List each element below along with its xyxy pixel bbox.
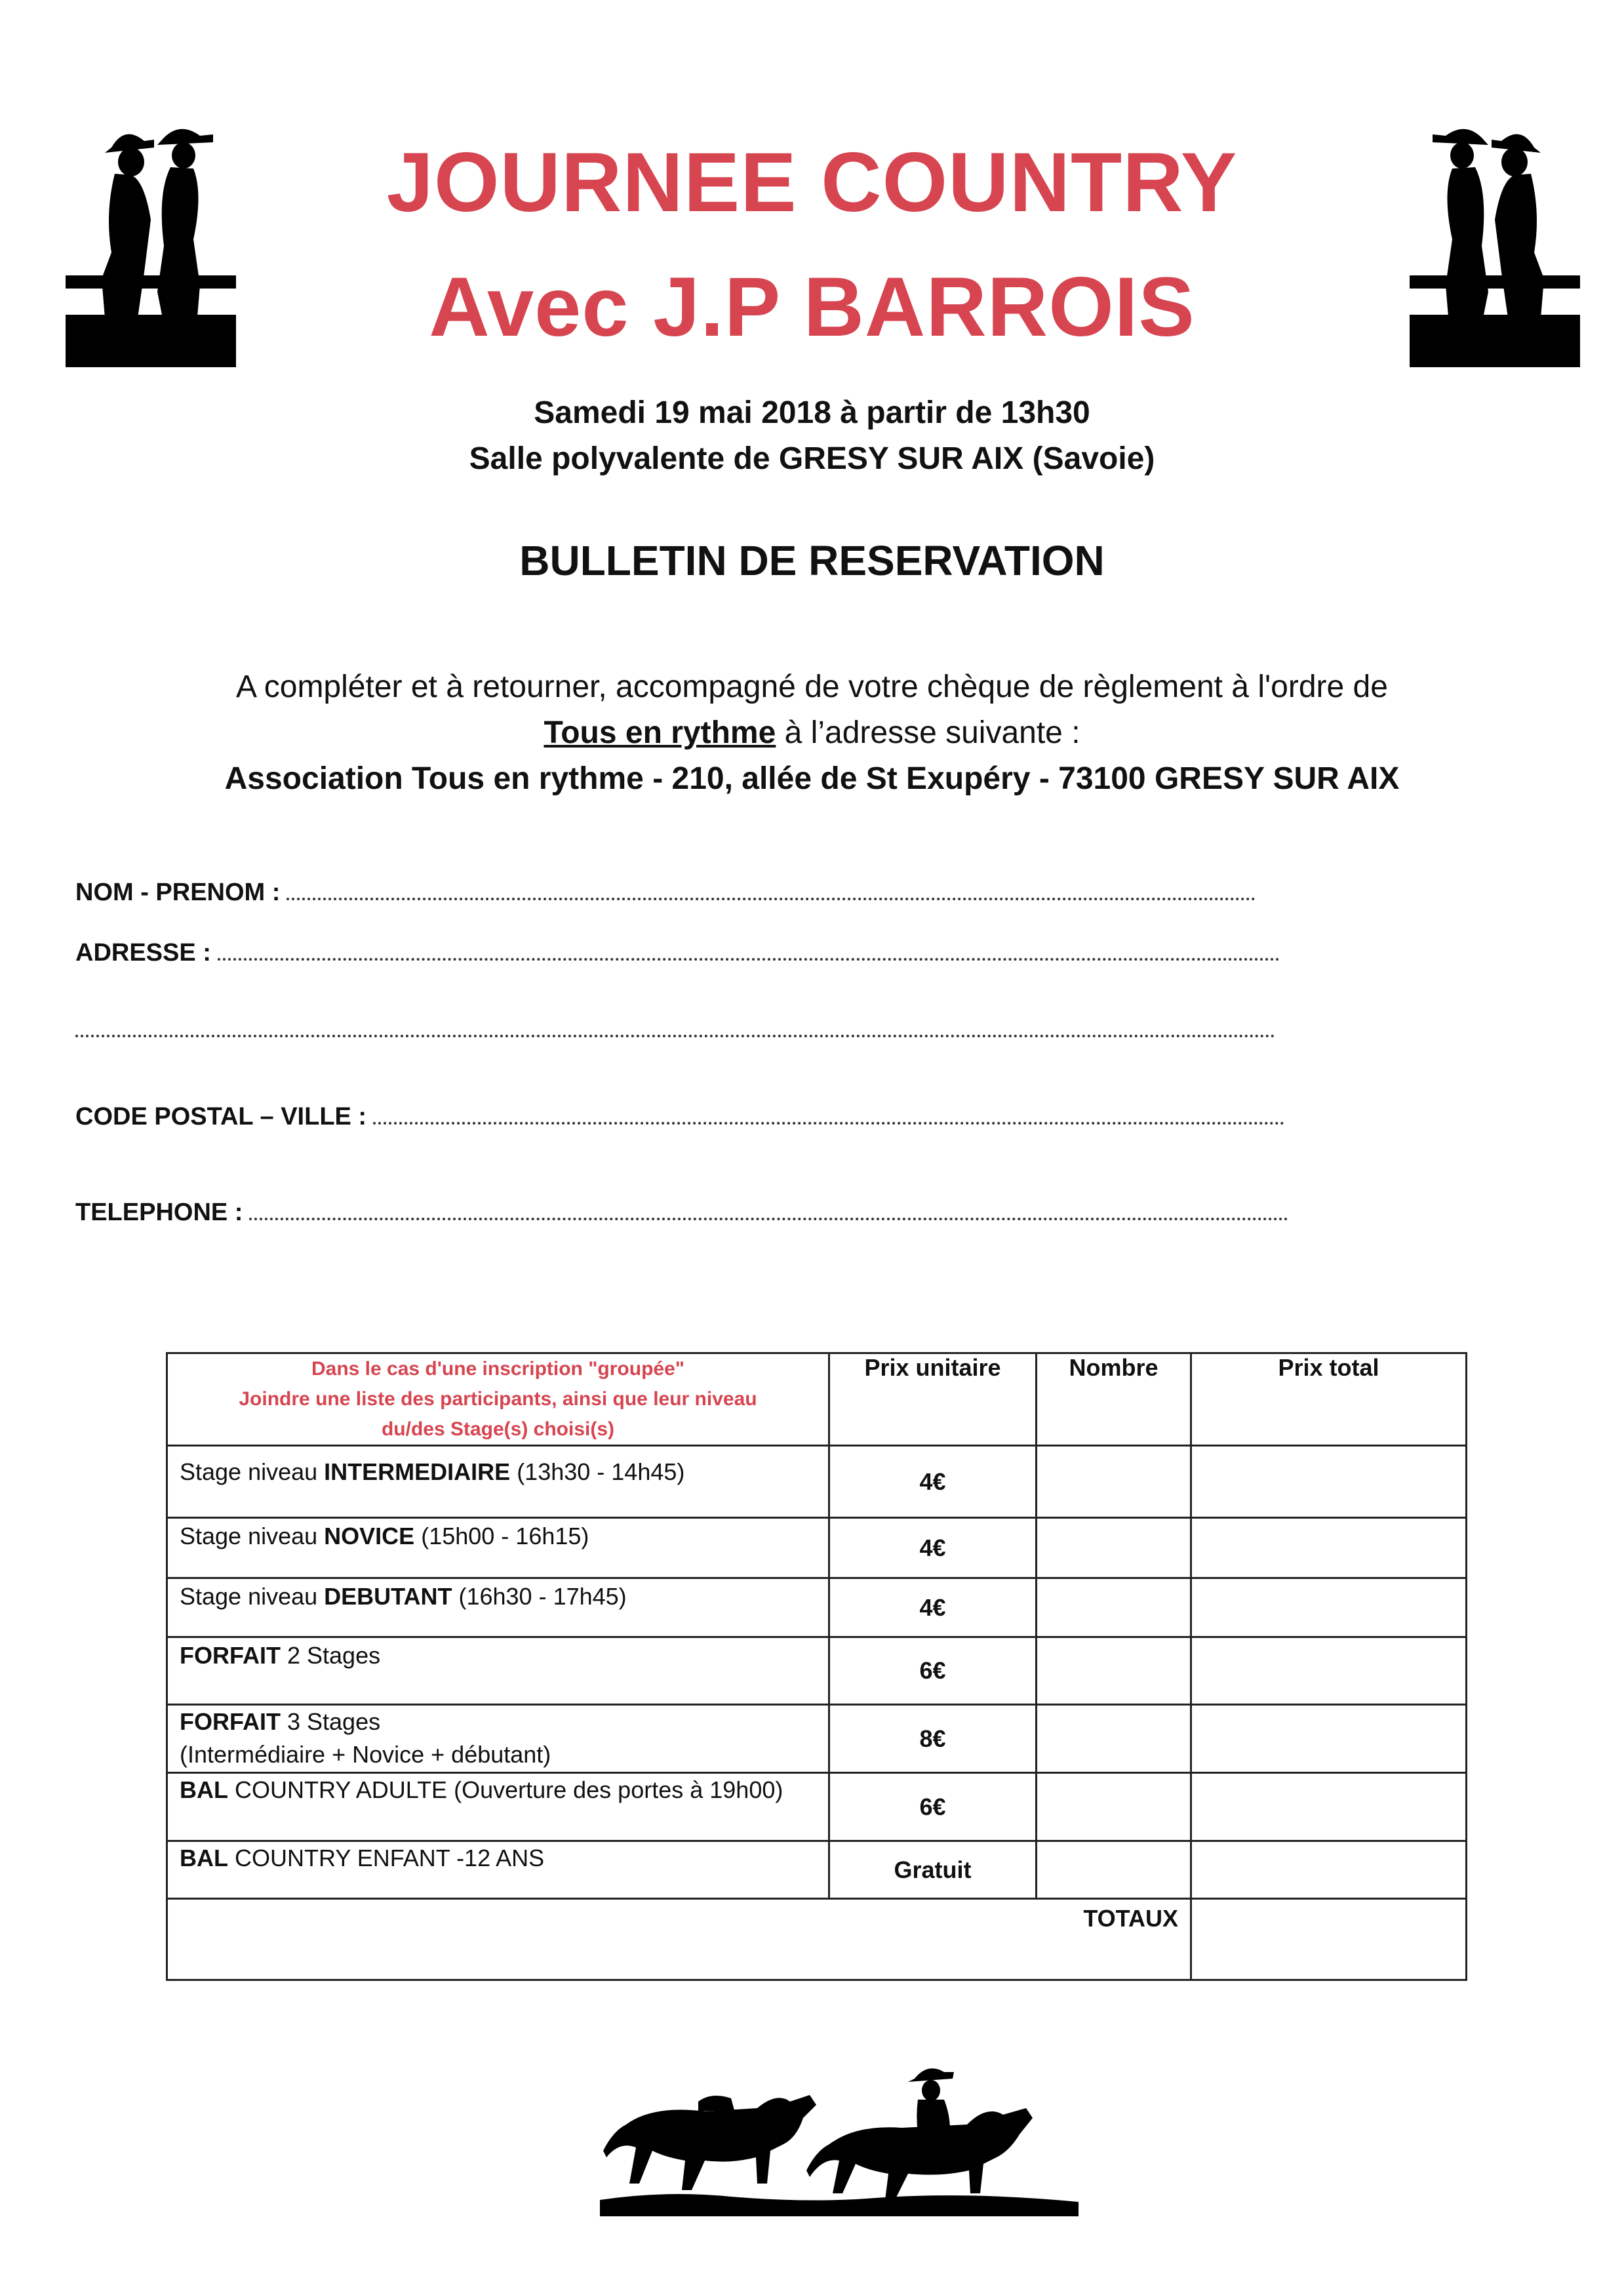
- row-price: Gratuit: [829, 1841, 1037, 1899]
- row-total-cell[interactable]: [1191, 1518, 1467, 1578]
- title-line-1: JOURNEE COUNTRY: [386, 136, 1238, 230]
- row-total-cell[interactable]: [1191, 1446, 1467, 1518]
- row-price: 4€: [829, 1518, 1037, 1578]
- row-total-cell[interactable]: [1191, 1637, 1467, 1705]
- group-note-cell: [167, 1353, 829, 1446]
- row-count-cell[interactable]: [1037, 1773, 1191, 1841]
- row-label: [167, 1705, 829, 1773]
- row-label-bold: BAL: [180, 1776, 228, 1803]
- row-label-bold: FORFAIT: [180, 1708, 281, 1735]
- row-label: [167, 1518, 829, 1578]
- row-label-post: (15h00 - 16h15): [414, 1523, 589, 1549]
- group-note-line-2: Joindre une liste des participants, ainsi que leur niveau: [239, 1388, 757, 1410]
- title-line-2: Avec J.P BARROIS: [429, 260, 1195, 354]
- row-count-cell[interactable]: [1037, 1705, 1191, 1773]
- row-total-cell[interactable]: [1191, 1578, 1467, 1637]
- row-total-cell[interactable]: [1191, 1705, 1467, 1773]
- payee-name: Tous en rythme: [544, 715, 776, 750]
- row-label-post: (13h30 - 14h45): [510, 1458, 685, 1485]
- row-label: [167, 1773, 829, 1841]
- event-venue: Salle polyvalente de GRESY SUR AIX (Savoie): [469, 441, 1155, 476]
- row-label-bold: NOVICE: [324, 1523, 415, 1549]
- telephone-label: TELEPHONE :: [75, 1199, 243, 1226]
- row-price: 8€: [829, 1705, 1037, 1773]
- field-nom-prenom[interactable]: [75, 879, 1256, 907]
- group-note-line-3: du/des Stage(s) choisi(s): [381, 1418, 615, 1440]
- adresse-line-2[interactable]: [75, 1035, 1275, 1037]
- table-row: [167, 1705, 1467, 1773]
- nom-prenom-label: NOM - PRENOM :: [75, 879, 281, 906]
- group-note-line-1: Dans le cas d'une inscription "groupée": [311, 1358, 685, 1380]
- row-price: 4€: [829, 1578, 1037, 1637]
- nom-prenom-line[interactable]: [287, 898, 1256, 900]
- adresse-line[interactable]: [218, 958, 1280, 961]
- row-total-cell[interactable]: [1191, 1841, 1467, 1899]
- row-count-cell[interactable]: [1037, 1446, 1191, 1518]
- row-label-post: COUNTRY ENFANT -12 ANS: [228, 1845, 545, 1871]
- row-count-cell[interactable]: [1037, 1841, 1191, 1899]
- reservation-table: [166, 1352, 1467, 1981]
- row-label-bold: INTERMEDIAIRE: [324, 1458, 511, 1485]
- table-row: [167, 1518, 1467, 1578]
- table-header-row: [167, 1353, 1467, 1446]
- event-date: Samedi 19 mai 2018 à partir de 13h30: [534, 395, 1090, 430]
- row-price: 6€: [829, 1773, 1037, 1841]
- row-label-line-2: (Intermédiaire + Novice + débutant): [180, 1741, 551, 1768]
- instruction-line-2: [0, 715, 1624, 751]
- row-label-post: 3 Stages: [280, 1708, 381, 1735]
- col-header-nombre: Nombre: [1037, 1353, 1191, 1446]
- col-header-prix-total: Prix total: [1191, 1353, 1467, 1446]
- row-label-bold: DEBUTANT: [324, 1583, 452, 1610]
- row-price: 4€: [829, 1446, 1037, 1518]
- code-postal-ville-line[interactable]: [373, 1122, 1284, 1125]
- row-label: [167, 1637, 829, 1705]
- row-label-bold: BAL: [180, 1845, 228, 1871]
- association-address: Association Tous en rythme - 210, allée de St Exupéry - 73100 GRESY SUR AIX: [224, 761, 1400, 796]
- row-label: [167, 1446, 829, 1518]
- row-label-post: (16h30 - 17h45): [452, 1583, 627, 1610]
- row-label: [167, 1841, 829, 1899]
- row-price: 6€: [829, 1637, 1037, 1705]
- totals-cell[interactable]: [1191, 1899, 1467, 1980]
- row-count-cell[interactable]: [1037, 1637, 1191, 1705]
- row-label-post: COUNTRY ADULTE (Ouverture des portes à 19h00): [228, 1776, 783, 1803]
- horses-rider-silhouette-icon: [600, 2052, 1079, 2216]
- row-label-pre: Stage niveau: [180, 1583, 325, 1610]
- bulletin-heading: BULLETIN DE RESERVATION: [519, 537, 1105, 584]
- field-telephone[interactable]: [75, 1199, 1288, 1227]
- row-label: [167, 1578, 829, 1637]
- instruction-line-2-rest: à l’adresse suivante :: [776, 715, 1080, 750]
- table-row: [167, 1637, 1467, 1705]
- totals-label: TOTAUX: [167, 1899, 1191, 1980]
- field-adresse[interactable]: [75, 939, 1280, 967]
- telephone-line[interactable]: [249, 1218, 1288, 1220]
- row-count-cell[interactable]: [1037, 1578, 1191, 1637]
- instruction-line-1: A compléter et à retourner, accompagné de votre chèque de règlement à l'ordre de: [236, 669, 1388, 704]
- code-postal-ville-label: CODE POSTAL – VILLE :: [75, 1103, 367, 1130]
- table-row: [167, 1446, 1467, 1518]
- table-row: [167, 1578, 1467, 1637]
- table-row: [167, 1841, 1467, 1899]
- row-label-pre: Stage niveau: [180, 1458, 325, 1485]
- col-header-prix-unitaire: Prix unitaire: [829, 1353, 1037, 1446]
- table-row: [167, 1773, 1467, 1841]
- row-label-pre: Stage niveau: [180, 1523, 325, 1549]
- field-code-postal-ville[interactable]: [75, 1103, 1284, 1131]
- totals-row: [167, 1899, 1467, 1980]
- row-label-bold: FORFAIT: [180, 1642, 281, 1669]
- row-label-post: 2 Stages: [280, 1642, 381, 1669]
- row-total-cell[interactable]: [1191, 1773, 1467, 1841]
- adresse-label: ADRESSE :: [75, 939, 211, 967]
- row-count-cell[interactable]: [1037, 1518, 1191, 1578]
